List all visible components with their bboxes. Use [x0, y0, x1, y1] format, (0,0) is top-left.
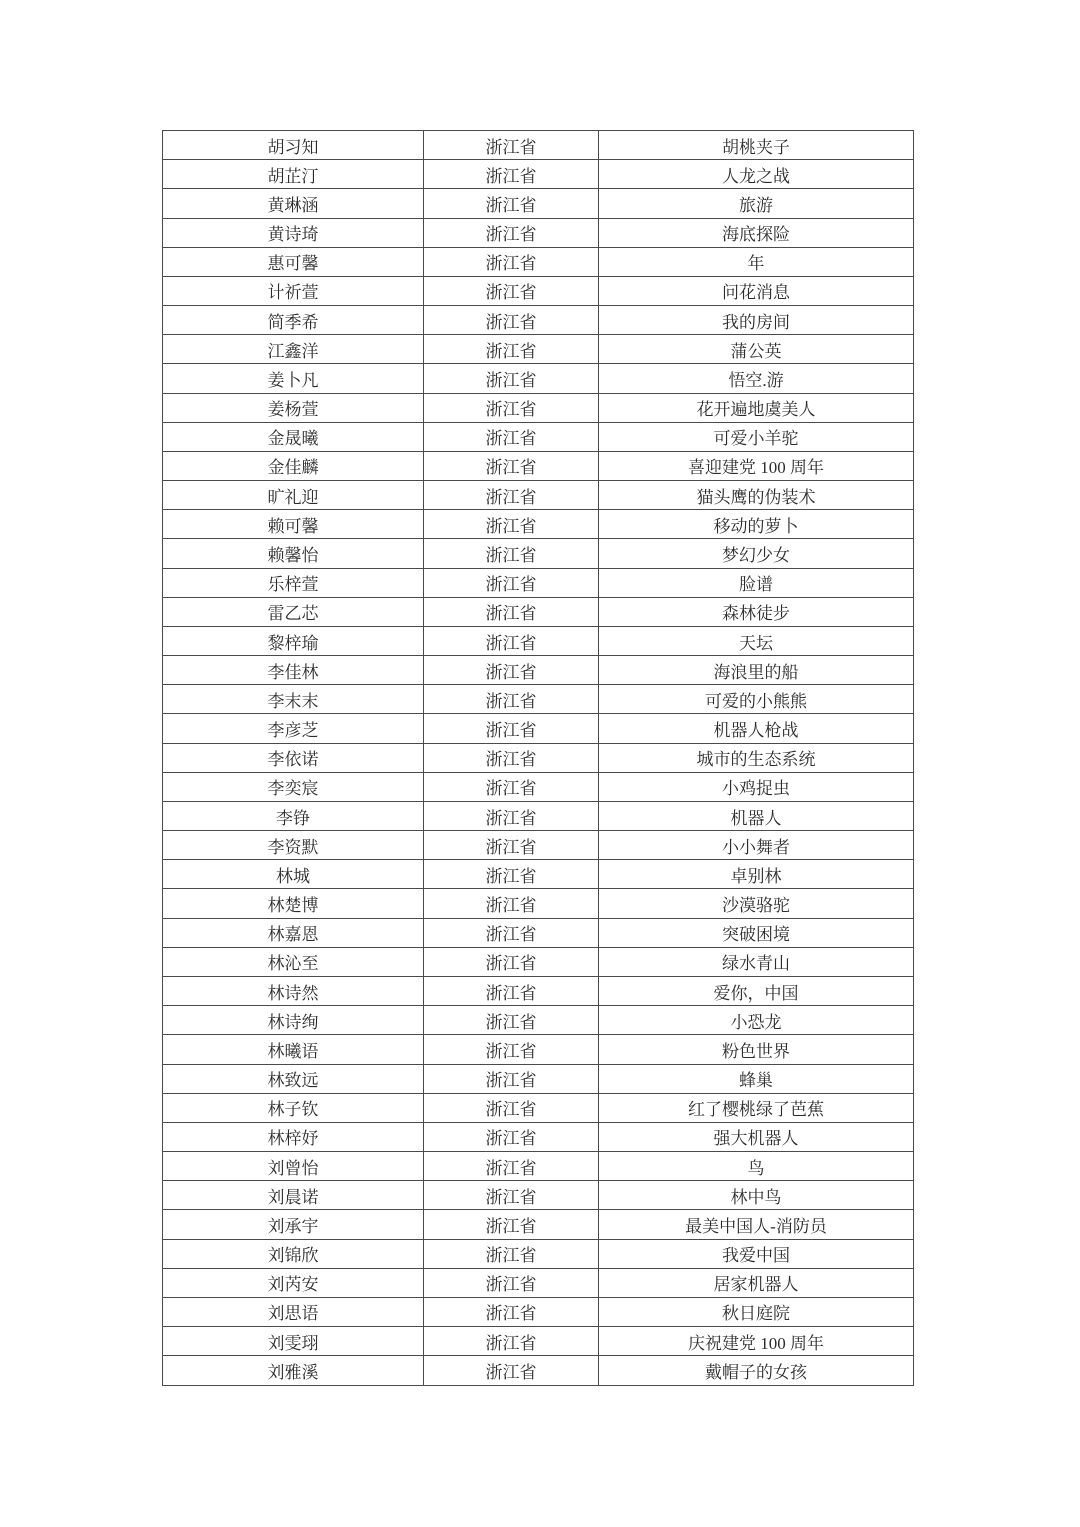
participant-name-cell: 黄诗琦 [163, 218, 424, 247]
artwork-title-cell: 天坛 [599, 626, 914, 655]
artwork-title-cell: 小小舞者 [599, 831, 914, 860]
province-cell: 浙江省 [424, 306, 599, 335]
artwork-title-cell: 机器人 [599, 801, 914, 830]
table-row [163, 918, 914, 947]
table-row [163, 247, 914, 276]
table-row [163, 743, 914, 772]
table-row [163, 1239, 914, 1268]
province-cell: 浙江省 [424, 1035, 599, 1064]
table-row [163, 1327, 914, 1356]
province-cell: 浙江省 [424, 510, 599, 539]
table-row [163, 189, 914, 218]
participant-name-cell: 林沁至 [163, 947, 424, 976]
artwork-title-cell: 沙漠骆驼 [599, 889, 914, 918]
artwork-title-cell: 庆祝建党 100 周年 [599, 1327, 914, 1356]
participant-name-cell: 雷乙芯 [163, 597, 424, 626]
province-cell: 浙江省 [424, 1356, 599, 1386]
province-cell: 浙江省 [424, 1268, 599, 1297]
table-row [163, 1297, 914, 1326]
province-cell: 浙江省 [424, 918, 599, 947]
participant-name-cell: 刘锦欣 [163, 1239, 424, 1268]
table-row [163, 801, 914, 830]
table-row [163, 510, 914, 539]
province-cell: 浙江省 [424, 1210, 599, 1239]
artwork-title-cell: 森林徒步 [599, 597, 914, 626]
participant-name-cell: 林致远 [163, 1064, 424, 1093]
table-row [163, 276, 914, 305]
table-row [163, 218, 914, 247]
artwork-title-cell: 人龙之战 [599, 160, 914, 189]
table-row [163, 656, 914, 685]
artwork-title-cell: 悟空.游 [599, 364, 914, 393]
province-cell: 浙江省 [424, 1297, 599, 1326]
artwork-title-cell: 喜迎建党 100 周年 [599, 451, 914, 480]
table-row [163, 160, 914, 189]
participant-name-cell: 李资默 [163, 831, 424, 860]
province-cell: 浙江省 [424, 860, 599, 889]
province-cell: 浙江省 [424, 597, 599, 626]
province-cell: 浙江省 [424, 1064, 599, 1093]
province-cell: 浙江省 [424, 160, 599, 189]
table-row [163, 947, 914, 976]
table-row [163, 451, 914, 480]
participant-name-cell: 林诗绚 [163, 1006, 424, 1035]
province-cell: 浙江省 [424, 626, 599, 655]
table-row [163, 306, 914, 335]
participant-name-cell: 黄琳涵 [163, 189, 424, 218]
roster-table-body [163, 131, 914, 1386]
participant-name-cell: 林嘉恩 [163, 918, 424, 947]
artwork-title-cell: 我爱中国 [599, 1239, 914, 1268]
participant-name-cell: 姜杨萱 [163, 393, 424, 422]
participant-name-cell: 刘晨诺 [163, 1181, 424, 1210]
artwork-title-cell: 胡桃夹子 [599, 131, 914, 160]
artwork-title-cell: 最美中国人-消防员 [599, 1210, 914, 1239]
participant-name-cell: 金佳麟 [163, 451, 424, 480]
artwork-title-cell: 城市的生态系统 [599, 743, 914, 772]
artwork-title-cell: 猫头鹰的伪装术 [599, 481, 914, 510]
table-row [163, 1268, 914, 1297]
participant-name-cell: 刘雅溪 [163, 1356, 424, 1386]
participant-name-cell: 胡习知 [163, 131, 424, 160]
province-cell: 浙江省 [424, 131, 599, 160]
artwork-title-cell: 林中鸟 [599, 1181, 914, 1210]
table-row [163, 1122, 914, 1151]
table-row [163, 422, 914, 451]
table-row [163, 597, 914, 626]
table-row [163, 1064, 914, 1093]
artwork-title-cell: 海底探险 [599, 218, 914, 247]
participant-name-cell: 林诗然 [163, 976, 424, 1005]
participant-name-cell: 刘曾怡 [163, 1152, 424, 1181]
province-cell: 浙江省 [424, 335, 599, 364]
table-row [163, 714, 914, 743]
artwork-title-cell: 突破困境 [599, 918, 914, 947]
artwork-title-cell: 绿水青山 [599, 947, 914, 976]
table-row [163, 1035, 914, 1064]
province-cell: 浙江省 [424, 743, 599, 772]
province-cell: 浙江省 [424, 189, 599, 218]
table-row [163, 860, 914, 889]
artwork-title-cell: 移动的萝卜 [599, 510, 914, 539]
artwork-title-cell: 卓别林 [599, 860, 914, 889]
participant-name-cell: 林子钦 [163, 1093, 424, 1122]
participant-name-cell: 胡芷汀 [163, 160, 424, 189]
table-row [163, 831, 914, 860]
table-row [163, 481, 914, 510]
artwork-title-cell: 年 [599, 247, 914, 276]
participant-name-cell: 刘思语 [163, 1297, 424, 1326]
participant-name-cell: 金晟曦 [163, 422, 424, 451]
province-cell: 浙江省 [424, 772, 599, 801]
artwork-title-cell: 旅游 [599, 189, 914, 218]
artwork-title-cell: 可爱的小熊熊 [599, 685, 914, 714]
province-cell: 浙江省 [424, 1152, 599, 1181]
province-cell: 浙江省 [424, 1239, 599, 1268]
province-cell: 浙江省 [424, 422, 599, 451]
table-row [163, 393, 914, 422]
participant-name-cell: 乐梓萱 [163, 568, 424, 597]
artwork-title-cell: 秋日庭院 [599, 1297, 914, 1326]
province-cell: 浙江省 [424, 1093, 599, 1122]
roster-table [162, 130, 914, 1386]
artwork-title-cell: 小恐龙 [599, 1006, 914, 1035]
province-cell: 浙江省 [424, 831, 599, 860]
province-cell: 浙江省 [424, 276, 599, 305]
table-row [163, 568, 914, 597]
province-cell: 浙江省 [424, 1122, 599, 1151]
artwork-title-cell: 可爱小羊驼 [599, 422, 914, 451]
participant-name-cell: 黎梓瑜 [163, 626, 424, 655]
table-row [163, 976, 914, 1005]
participant-name-cell: 惠可馨 [163, 247, 424, 276]
participant-name-cell: 刘芮安 [163, 1268, 424, 1297]
artwork-title-cell: 问花消息 [599, 276, 914, 305]
artwork-title-cell: 我的房间 [599, 306, 914, 335]
artwork-title-cell: 花开遍地虞美人 [599, 393, 914, 422]
participant-name-cell: 李依诺 [163, 743, 424, 772]
participant-name-cell: 李奕宸 [163, 772, 424, 801]
participant-name-cell: 李铮 [163, 801, 424, 830]
participant-name-cell: 赖馨怡 [163, 539, 424, 568]
province-cell: 浙江省 [424, 685, 599, 714]
table-row [163, 364, 914, 393]
province-cell: 浙江省 [424, 976, 599, 1005]
participant-name-cell: 林梓妤 [163, 1122, 424, 1151]
table-row [163, 1210, 914, 1239]
table-row [163, 1181, 914, 1210]
artwork-title-cell: 海浪里的船 [599, 656, 914, 685]
province-cell: 浙江省 [424, 889, 599, 918]
table-row [163, 1093, 914, 1122]
province-cell: 浙江省 [424, 1327, 599, 1356]
province-cell: 浙江省 [424, 481, 599, 510]
participant-name-cell: 姜卜凡 [163, 364, 424, 393]
province-cell: 浙江省 [424, 568, 599, 597]
table-row [163, 626, 914, 655]
province-cell: 浙江省 [424, 539, 599, 568]
table-row [163, 889, 914, 918]
province-cell: 浙江省 [424, 656, 599, 685]
participant-name-cell: 赖可馨 [163, 510, 424, 539]
artwork-title-cell: 鸟 [599, 1152, 914, 1181]
participant-name-cell: 李彦芝 [163, 714, 424, 743]
artwork-title-cell: 爱你，中国 [599, 976, 914, 1005]
participant-name-cell: 江鑫洋 [163, 335, 424, 364]
artwork-title-cell: 机器人枪战 [599, 714, 914, 743]
table-row [163, 772, 914, 801]
artwork-title-cell: 粉色世界 [599, 1035, 914, 1064]
province-cell: 浙江省 [424, 947, 599, 976]
artwork-title-cell: 蒲公英 [599, 335, 914, 364]
table-row [163, 335, 914, 364]
province-cell: 浙江省 [424, 714, 599, 743]
artwork-title-cell: 梦幻少女 [599, 539, 914, 568]
province-cell: 浙江省 [424, 451, 599, 480]
table-row [163, 1152, 914, 1181]
province-cell: 浙江省 [424, 364, 599, 393]
participant-name-cell: 简季希 [163, 306, 424, 335]
table-row [163, 539, 914, 568]
artwork-title-cell: 戴帽子的女孩 [599, 1356, 914, 1386]
participant-name-cell: 林曦语 [163, 1035, 424, 1064]
participant-name-cell: 刘雯珝 [163, 1327, 424, 1356]
table-row [163, 685, 914, 714]
participant-name-cell: 林楚博 [163, 889, 424, 918]
province-cell: 浙江省 [424, 218, 599, 247]
artwork-title-cell: 小鸡捉虫 [599, 772, 914, 801]
artwork-title-cell: 居家机器人 [599, 1268, 914, 1297]
participant-name-cell: 李末末 [163, 685, 424, 714]
artwork-title-cell: 脸谱 [599, 568, 914, 597]
table-row [163, 1006, 914, 1035]
province-cell: 浙江省 [424, 247, 599, 276]
province-cell: 浙江省 [424, 801, 599, 830]
participant-name-cell: 旷礼迎 [163, 481, 424, 510]
province-cell: 浙江省 [424, 1006, 599, 1035]
participant-name-cell: 李佳林 [163, 656, 424, 685]
participant-name-cell: 刘承宇 [163, 1210, 424, 1239]
participant-name-cell: 计祈萱 [163, 276, 424, 305]
participant-name-cell: 林城 [163, 860, 424, 889]
artwork-title-cell: 强大机器人 [599, 1122, 914, 1151]
province-cell: 浙江省 [424, 1181, 599, 1210]
province-cell: 浙江省 [424, 393, 599, 422]
artwork-title-cell: 蜂巢 [599, 1064, 914, 1093]
artwork-title-cell: 红了樱桃绿了芭蕉 [599, 1093, 914, 1122]
table-row [163, 131, 914, 160]
table-row [163, 1356, 914, 1386]
